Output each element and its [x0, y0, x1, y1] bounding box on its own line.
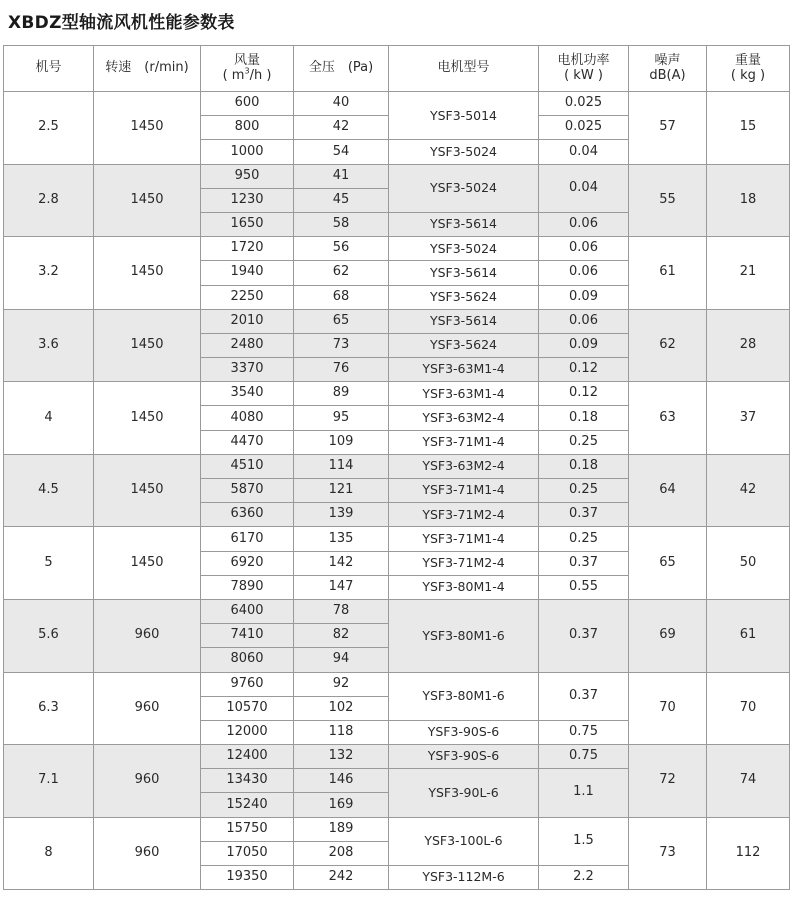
weight-cell: 61 — [707, 599, 790, 672]
motor-model-cell: YSF3-80M1-4 — [389, 575, 539, 599]
speed-cell: 1450 — [94, 164, 201, 237]
speed-cell: 1450 — [94, 454, 201, 527]
fan-group — [4, 382, 790, 455]
motor-model-cell: YSF3-80M1-6 — [389, 599, 539, 672]
motor-model-cell: YSF3-112M-6 — [389, 866, 539, 890]
motor-model-cell: YSF3-5614 — [389, 261, 539, 285]
motor-model-cell: YSF3-5614 — [389, 309, 539, 333]
speed-cell: 960 — [94, 745, 201, 818]
motor-power-cell: 0.55 — [539, 575, 629, 599]
pressure-cell: 139 — [294, 503, 389, 527]
airflow-cell: 3540 — [201, 382, 294, 406]
noise-cell: 72 — [629, 745, 707, 818]
airflow-cell: 10570 — [201, 696, 294, 720]
model-no-cell: 8 — [4, 817, 94, 890]
table-row — [4, 454, 790, 478]
pressure-cell: 135 — [294, 527, 389, 551]
motor-model-cell: YSF3-71M2-4 — [389, 503, 539, 527]
table-row — [4, 599, 790, 623]
motor-power-cell: 0.37 — [539, 599, 629, 672]
weight-cell: 15 — [707, 92, 790, 165]
motor-power-cell: 0.025 — [539, 92, 629, 116]
noise-cell: 73 — [629, 817, 707, 890]
airflow-cell: 950 — [201, 164, 294, 188]
motor-model-cell: YSF3-71M1-4 — [389, 430, 539, 454]
fan-group — [4, 164, 790, 237]
pressure-cell: 42 — [294, 116, 389, 140]
table-row — [4, 237, 790, 261]
motor-model-cell: YSF3-5624 — [389, 285, 539, 309]
table-row — [4, 382, 790, 406]
pressure-cell: 208 — [294, 841, 389, 865]
pressure-cell: 102 — [294, 696, 389, 720]
table-header — [4, 46, 790, 92]
pressure-cell: 114 — [294, 454, 389, 478]
motor-model-cell: YSF3-80M1-6 — [389, 672, 539, 720]
pressure-cell: 54 — [294, 140, 389, 164]
motor-power-cell: 1.1 — [539, 769, 629, 817]
motor-model-cell: YSF3-63M2-4 — [389, 406, 539, 430]
table-row — [4, 92, 790, 116]
model-no-cell: 5 — [4, 527, 94, 600]
motor-model-cell: YSF3-90S-6 — [389, 745, 539, 769]
motor-model-cell: YSF3-5024 — [389, 164, 539, 212]
motor-model-cell: YSF3-71M1-4 — [389, 527, 539, 551]
pressure-cell: 62 — [294, 261, 389, 285]
pressure-cell: 92 — [294, 672, 389, 696]
weight-cell: 18 — [707, 164, 790, 237]
motor-model-cell: YSF3-63M1-4 — [389, 358, 539, 382]
airflow-cell: 9760 — [201, 672, 294, 696]
noise-cell: 63 — [629, 382, 707, 455]
airflow-cell: 1720 — [201, 237, 294, 261]
fan-group — [4, 599, 790, 672]
airflow-cell: 15750 — [201, 817, 294, 841]
weight-cell: 50 — [707, 527, 790, 600]
motor-power-cell: 0.37 — [539, 672, 629, 720]
noise-cell: 57 — [629, 92, 707, 165]
airflow-cell: 7890 — [201, 575, 294, 599]
motor-power-cell: 0.25 — [539, 479, 629, 503]
motor-power-cell: 0.12 — [539, 358, 629, 382]
header-airflow: 风量 ( $m^3/h$ ) — [201, 46, 294, 92]
airflow-cell: 2480 — [201, 333, 294, 357]
pressure-cell: 40 — [294, 92, 389, 116]
motor-power-cell: 0.18 — [539, 454, 629, 478]
pressure-cell: 109 — [294, 430, 389, 454]
motor-power-cell: 0.06 — [539, 212, 629, 236]
fan-group — [4, 237, 790, 310]
pressure-cell: 68 — [294, 285, 389, 309]
pressure-cell: 82 — [294, 624, 389, 648]
pressure-cell: 242 — [294, 866, 389, 890]
model-no-cell: 4.5 — [4, 454, 94, 527]
airflow-cell: 17050 — [201, 841, 294, 865]
pressure-cell: 76 — [294, 358, 389, 382]
pressure-cell: 58 — [294, 212, 389, 236]
header-model-no: 机号 — [4, 46, 94, 92]
motor-power-cell: 2.2 — [539, 866, 629, 890]
motor-power-cell: 0.04 — [539, 140, 629, 164]
motor-model-cell: YSF3-90S-6 — [389, 720, 539, 744]
pressure-cell: 189 — [294, 817, 389, 841]
airflow-cell: 6170 — [201, 527, 294, 551]
pressure-cell: 147 — [294, 575, 389, 599]
motor-power-cell: 0.18 — [539, 406, 629, 430]
motor-power-cell: 0.37 — [539, 503, 629, 527]
header-speed: 转速 (r/min) — [94, 46, 201, 92]
motor-model-cell: YSF3-71M2-4 — [389, 551, 539, 575]
pressure-cell: 94 — [294, 648, 389, 672]
airflow-cell: 6400 — [201, 599, 294, 623]
model-no-cell: 2.8 — [4, 164, 94, 237]
noise-cell: 65 — [629, 527, 707, 600]
airflow-cell: 4080 — [201, 406, 294, 430]
header-motor-model: 电机型号 — [389, 46, 539, 92]
model-no-cell: 7.1 — [4, 745, 94, 818]
motor-model-cell: YSF3-5024 — [389, 237, 539, 261]
speed-cell: 1450 — [94, 92, 201, 165]
table-row — [4, 745, 790, 769]
pressure-cell: 65 — [294, 309, 389, 333]
pressure-cell: 78 — [294, 599, 389, 623]
table-row — [4, 817, 790, 841]
fan-performance-table — [3, 45, 790, 890]
weight-cell: 28 — [707, 309, 790, 382]
model-no-cell: 4 — [4, 382, 94, 455]
airflow-cell: 8060 — [201, 648, 294, 672]
motor-model-cell: YSF3-5624 — [389, 333, 539, 357]
model-no-cell: 3.6 — [4, 309, 94, 382]
airflow-cell: 12000 — [201, 720, 294, 744]
model-no-cell: 3.2 — [4, 237, 94, 310]
pressure-cell: 169 — [294, 793, 389, 817]
pressure-cell: 132 — [294, 745, 389, 769]
fan-group — [4, 817, 790, 890]
airflow-cell: 4470 — [201, 430, 294, 454]
airflow-cell: 15240 — [201, 793, 294, 817]
header-noise: 噪声 dB(A) — [629, 46, 707, 92]
motor-model-cell: YSF3-100L-6 — [389, 817, 539, 865]
fan-group — [4, 309, 790, 382]
motor-power-cell: 0.06 — [539, 237, 629, 261]
pressure-cell: 118 — [294, 720, 389, 744]
weight-cell: 74 — [707, 745, 790, 818]
model-no-cell: 5.6 — [4, 599, 94, 672]
page-title: XBDZ型轴流风机性能参数表 — [8, 13, 235, 33]
header-pressure: 全压 (Pa) — [294, 46, 389, 92]
noise-cell: 69 — [629, 599, 707, 672]
motor-power-cell: 0.12 — [539, 382, 629, 406]
motor-power-cell: 0.25 — [539, 430, 629, 454]
airflow-cell: 4510 — [201, 454, 294, 478]
airflow-cell: 800 — [201, 116, 294, 140]
fan-group — [4, 454, 790, 527]
noise-cell: 55 — [629, 164, 707, 237]
airflow-cell: 1000 — [201, 140, 294, 164]
motor-power-cell: 0.75 — [539, 745, 629, 769]
speed-cell: 1450 — [94, 382, 201, 455]
airflow-cell: 7410 — [201, 624, 294, 648]
weight-cell: 42 — [707, 454, 790, 527]
motor-power-cell: 0.25 — [539, 527, 629, 551]
airflow-cell: 1940 — [201, 261, 294, 285]
fan-group — [4, 672, 790, 745]
motor-model-cell: YSF3-5614 — [389, 212, 539, 236]
weight-cell: 112 — [707, 817, 790, 890]
motor-model-cell: YSF3-5014 — [389, 92, 539, 140]
pressure-cell: 89 — [294, 382, 389, 406]
motor-model-cell: YSF3-90L-6 — [389, 769, 539, 817]
airflow-cell: 2010 — [201, 309, 294, 333]
motor-power-cell: 0.025 — [539, 116, 629, 140]
pressure-cell: 95 — [294, 406, 389, 430]
fan-group — [4, 92, 790, 165]
motor-power-cell: 0.09 — [539, 285, 629, 309]
speed-cell: 1450 — [94, 309, 201, 382]
table-row — [4, 672, 790, 696]
noise-cell: 64 — [629, 454, 707, 527]
table-row — [4, 164, 790, 188]
speed-cell: 960 — [94, 672, 201, 745]
table-row — [4, 309, 790, 333]
motor-power-cell: 0.37 — [539, 551, 629, 575]
airflow-cell: 2250 — [201, 285, 294, 309]
speed-cell: 960 — [94, 599, 201, 672]
weight-cell: 37 — [707, 382, 790, 455]
airflow-cell: 3370 — [201, 358, 294, 382]
motor-model-cell: YSF3-63M1-4 — [389, 382, 539, 406]
motor-power-cell: 0.09 — [539, 333, 629, 357]
motor-model-cell: YSF3-71M1-4 — [389, 479, 539, 503]
airflow-cell: 600 — [201, 92, 294, 116]
pressure-cell: 146 — [294, 769, 389, 793]
motor-power-cell: 0.75 — [539, 720, 629, 744]
motor-model-cell: YSF3-63M2-4 — [389, 454, 539, 478]
pressure-cell: 45 — [294, 188, 389, 212]
noise-cell: 62 — [629, 309, 707, 382]
airflow-cell: 6920 — [201, 551, 294, 575]
pressure-cell: 41 — [294, 164, 389, 188]
pressure-cell: 142 — [294, 551, 389, 575]
fan-group — [4, 745, 790, 818]
airflow-cell: 6360 — [201, 503, 294, 527]
pressure-cell: 56 — [294, 237, 389, 261]
model-no-cell: 2.5 — [4, 92, 94, 165]
fan-group — [4, 527, 790, 600]
speed-cell: 960 — [94, 817, 201, 890]
motor-model-cell: YSF3-5024 — [389, 140, 539, 164]
airflow-cell: 1650 — [201, 212, 294, 236]
model-no-cell: 6.3 — [4, 672, 94, 745]
airflow-cell: 12400 — [201, 745, 294, 769]
header-motor-power: 电机功率 ( kW ) — [539, 46, 629, 92]
airflow-cell: 1230 — [201, 188, 294, 212]
pressure-cell: 121 — [294, 479, 389, 503]
motor-power-cell: 1.5 — [539, 817, 629, 865]
pressure-cell: 73 — [294, 333, 389, 357]
motor-power-cell: 0.06 — [539, 261, 629, 285]
header-weight: 重量 ( kg ) — [707, 46, 790, 92]
airflow-cell: 19350 — [201, 866, 294, 890]
motor-power-cell: 0.04 — [539, 164, 629, 212]
table-row — [4, 527, 790, 551]
airflow-cell: 5870 — [201, 479, 294, 503]
weight-cell: 21 — [707, 237, 790, 310]
speed-cell: 1450 — [94, 527, 201, 600]
weight-cell: 70 — [707, 672, 790, 745]
speed-cell: 1450 — [94, 237, 201, 310]
airflow-cell: 13430 — [201, 769, 294, 793]
noise-cell: 61 — [629, 237, 707, 310]
motor-power-cell: 0.06 — [539, 309, 629, 333]
noise-cell: 70 — [629, 672, 707, 745]
